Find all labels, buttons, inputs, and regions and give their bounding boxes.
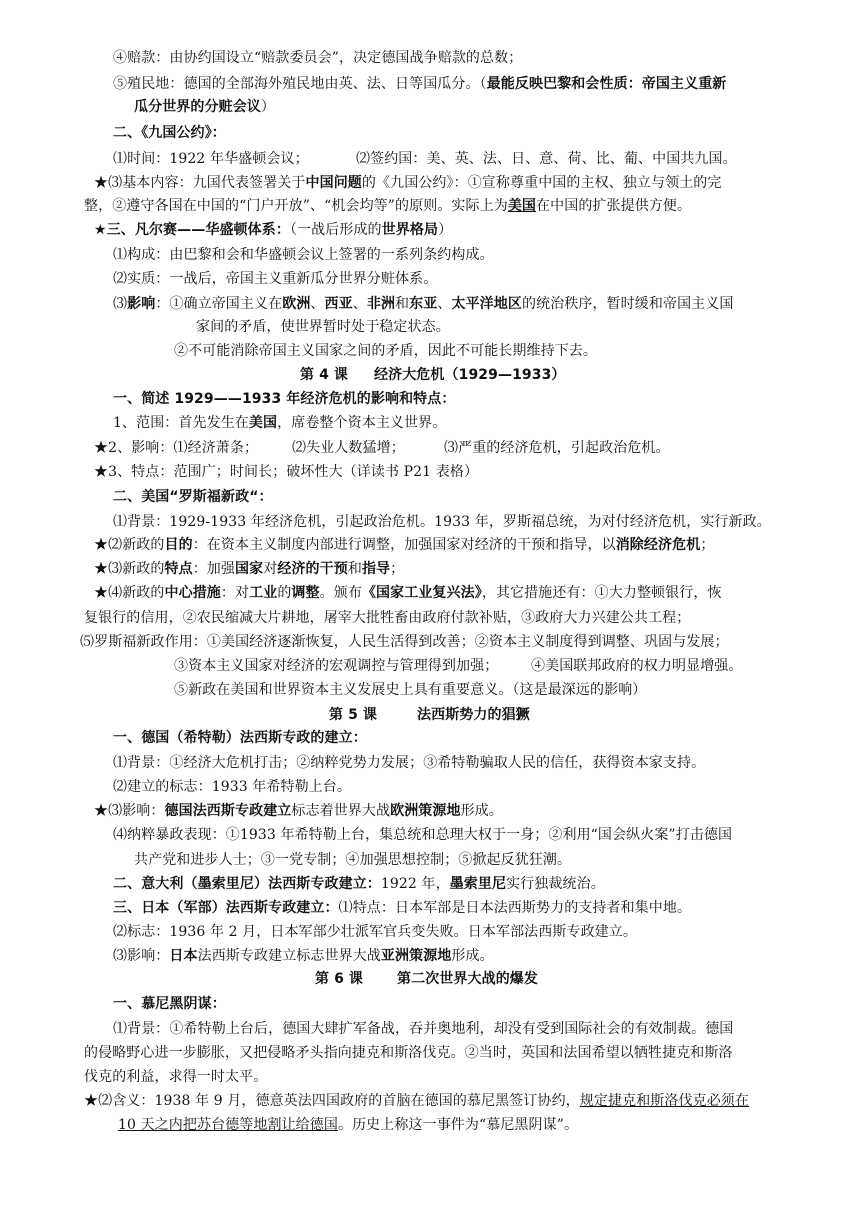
text: ⑴背景：①希特勒上台后，德国大肆扩军备战，吞并奥地利，却没有受到国际社会的有效制裁。德国: [113, 1021, 734, 1037]
text-line: [113, 293, 733, 315]
lesson-title: [329, 704, 530, 726]
text: ⑵失业人数猛增；: [292, 440, 405, 456]
text-line: [134, 96, 275, 118]
text: 一、慕尼黑阴谋：: [113, 996, 226, 1012]
bold-text: 工业: [249, 585, 278, 601]
text: ⑵建立的标志：1933 年希特勒上台。: [113, 779, 351, 795]
heading-text: 二、意大利（墨索里尼）法西斯专政建立：: [113, 876, 381, 892]
text-line: [94, 534, 714, 556]
text: 共产党和进步人士；③一党专制；④加强思想控制；⑤掀起反犹狂潮。: [134, 852, 572, 868]
section-heading: [113, 993, 226, 1015]
text: 复银行的信用，②农民缩减大片耕地，屠宰大批牲畜由政府付款补贴，③政府大力兴建公共工程；: [84, 610, 691, 626]
text: 、: [437, 296, 452, 312]
text: ★⑷新政的: [94, 585, 165, 601]
text: 1922 年，: [380, 876, 450, 892]
text-line: [113, 412, 446, 434]
text: 第 5 课: [329, 707, 377, 723]
text: 法西斯势力的猖獗: [417, 707, 530, 723]
bold-text: 德国法西斯专政建立: [164, 803, 292, 819]
text: ⑴特点：日本军部是日本法西斯势力的支持者和集中地。: [338, 900, 692, 916]
text-line: [94, 558, 404, 580]
bold-text: 美国: [248, 415, 278, 431]
text-line: [113, 511, 771, 533]
text-line: [174, 679, 646, 701]
text: 整，②遵守各国在中国的“门户开放”、“机会均等”的原则。实际上为: [84, 198, 508, 214]
text-line: [356, 148, 737, 170]
text: ②不可能消除帝国主义国家之间的矛盾，因此不可能长期维持下去。: [174, 343, 597, 359]
text-line: [94, 582, 722, 604]
text: ⑶: [113, 296, 128, 312]
bold-text: 的: [305, 561, 320, 577]
text: 的《九国公约》：①宣称尊重中国的主权、独立与领土的完: [361, 175, 722, 191]
bold-text: 中心措施: [164, 585, 221, 601]
text: 一、简述 1929——1933 年经济危机的影响和特点：: [113, 391, 456, 407]
text: ⑵标志：1936 年 2 月，日本军部少壮派军官兵变失败。日本军部法西斯专政建立。: [113, 924, 637, 940]
text-line: [84, 607, 690, 629]
bold-text: 日本: [169, 948, 198, 964]
bold-text: 调整: [291, 585, 320, 601]
text: ：加强: [192, 561, 236, 577]
text: ⑵签约国：美、英、法、日、意、荷、比、葡、中国共九国。: [356, 151, 737, 167]
text: ，席卷整个资本主义世界。: [277, 415, 447, 431]
text: ④美国联邦政府的权力明显增强。: [531, 658, 743, 674]
bold-text: 太平洋地区: [451, 296, 522, 312]
text-line: [94, 800, 503, 822]
text-line: [94, 461, 478, 483]
bold-text: 经济: [277, 561, 306, 577]
bold-text: 干预: [319, 561, 348, 577]
text-line: [113, 921, 637, 943]
bold-text: 非洲: [366, 296, 396, 312]
text-line: [84, 1066, 267, 1088]
text: 1、范围：首先发生在: [113, 415, 249, 431]
text-line: [84, 195, 691, 217]
text: ⑵实质：一战后，帝国主义重新瓜分世界分赃体系。: [113, 271, 438, 287]
bold-text: 影响: [127, 296, 156, 312]
text-line: [113, 776, 351, 798]
bold-text: 瓜分世界的分赃会议: [134, 99, 261, 115]
section-heading: [94, 219, 452, 241]
text: ）: [260, 99, 276, 115]
text-line: [94, 437, 258, 459]
heading-text: 三、日本（军部）法西斯专政建立：: [113, 900, 339, 916]
text-line: [80, 631, 729, 653]
bold-text: 西亚: [324, 296, 353, 312]
text: 标志着世界大战: [291, 803, 391, 819]
text-line: [444, 437, 670, 459]
text: （一战后形成的: [289, 222, 382, 238]
text: 经济大危机（1929—1933）: [374, 367, 566, 383]
text: 、: [352, 296, 367, 312]
bold-text: 世界格局: [381, 222, 439, 238]
bold-text: 墨索里尼: [449, 876, 507, 892]
text-line: [174, 340, 597, 362]
text: ★2、影响：⑴经济萧条；: [94, 440, 259, 456]
text: 、: [310, 296, 325, 312]
text-line: [292, 437, 405, 459]
text: ：对: [220, 585, 250, 601]
section-heading: [113, 388, 455, 410]
text-line: [118, 1114, 578, 1136]
text-line: [113, 945, 494, 967]
text: ⑴时间：1922 年华盛顿会议；: [113, 151, 309, 167]
text-line: [113, 268, 437, 290]
text: ；: [700, 537, 715, 553]
text: ⑴构成：由巴黎和会和华盛顿会议上签署的一系列条约构成。: [113, 247, 494, 263]
text: 对: [263, 561, 278, 577]
text: 第二次世界大战的爆发: [397, 971, 538, 987]
text: ④赔款：由协约国设立“赔款委员会”，决定德国战争赔款的总数；: [113, 50, 523, 66]
bold-underlined-text: 美国: [507, 198, 537, 214]
text: ★⑶新政的: [94, 561, 165, 577]
section-heading: [113, 727, 367, 749]
text-line: [113, 73, 726, 95]
bold-text: 欧洲策源地: [390, 803, 461, 819]
text: ）: [438, 222, 453, 238]
text: 的: [277, 585, 292, 601]
text-line: [113, 752, 705, 774]
bold-text: 消除经济危机: [615, 537, 701, 553]
text-line: [113, 148, 309, 170]
text: 形成。: [460, 803, 503, 819]
underlined-text: 规定捷克和斯洛伐克必须在: [579, 1093, 749, 1109]
bold-text: 东亚: [409, 296, 438, 312]
text: 一、德国（希特勒）法西斯专政的建立：: [113, 730, 367, 746]
text: 。颁布: [319, 585, 362, 601]
text: 法西斯专政建立标志世界大战: [197, 948, 381, 964]
text: ★⑵新政的: [94, 537, 165, 553]
text: ：在资本主义制度内部进行调整，加强国家对经济的干预和指导，以: [192, 537, 616, 553]
text: 和: [347, 561, 362, 577]
text: 家间的矛盾，使世界暂时处于稳定状态。: [196, 319, 450, 335]
text: ★三、凡尔赛——华盛顿体系：: [94, 222, 290, 238]
text: 二、美国“罗斯福新政“：: [113, 489, 273, 505]
text-line: [113, 47, 522, 69]
text: 实行独裁统治。: [506, 876, 605, 892]
text: 的侵略野心进一步膨胀，又把侵略矛头指向捷克和斯洛伐克。②当时，英国和法国希望以牺牲捷克和斯洛: [84, 1045, 733, 1061]
text: 。历史上称这一事件为“慕尼黑阴谋”。: [337, 1117, 579, 1133]
section-heading: [113, 486, 273, 508]
bold-text: 目的: [164, 537, 193, 553]
text: 和: [395, 296, 410, 312]
text: ★⑵含义：1938 年 9 月，德意英法四国政府的首脑在德国的慕尼黑签订协约，: [84, 1093, 580, 1109]
section-heading: [113, 122, 226, 144]
text: 的统治秩序，暂时缓和帝国主义国: [521, 296, 734, 312]
text-line: [531, 655, 743, 677]
text-line: [174, 655, 498, 677]
bold-text: 国家: [235, 561, 264, 577]
text: ★⑶影响：: [94, 803, 165, 819]
text: ⑸罗斯福新政作用：①美国经济逐渐恢复，人民生活得到改善；②资本主义制度得到调整、巩固与发展；: [80, 634, 729, 650]
text-line: [113, 897, 691, 919]
lesson-title: [300, 364, 566, 386]
underlined-text: 10 天之内把苏台德等地割让给德国: [118, 1117, 338, 1133]
text-line: [134, 849, 571, 871]
text: 在中国的扩张提供方便。: [536, 198, 692, 214]
text-line: [113, 1018, 733, 1040]
bold-text: 特点: [164, 561, 193, 577]
text: ⑶严重的经济危机，引起政治危机。: [444, 440, 670, 456]
text: ⑶影响：: [113, 948, 170, 964]
bold-text: 《国家工业复兴法》: [361, 585, 482, 601]
text: 第 4 课: [300, 367, 348, 383]
text: ；: [390, 561, 405, 577]
text: ：①确立帝国主义在: [155, 296, 283, 312]
text-line: [196, 316, 450, 338]
text: ⑤新政在美国和世界资本主义发展史上具有重要意义。（这是最深远的影响）: [174, 682, 647, 698]
text: 第 6 课: [315, 971, 363, 987]
text-line: [84, 1042, 733, 1064]
text: ⑴背景：1929-1933 年经济危机，引起政治危机。1933 年，罗斯福总统，为对付经济危机，实行新政。: [113, 514, 771, 530]
text-line: [113, 873, 605, 895]
bold-text: 最能反映巴黎和会性质：帝国主义重新: [486, 76, 727, 92]
text: 二、《九国公约》：: [113, 125, 226, 141]
text-line: [84, 1090, 749, 1112]
text: ⑤殖民地：德国的全部海外殖民地由英、法、日等国瓜分。（: [113, 76, 487, 92]
text: ⑷纳粹暴政表现：①1933 年希特勒上台，集总统和总理大权于一身；②利用“国会纵火案”打击德国: [113, 827, 733, 843]
text: ★⑶基本内容：九国代表签署关于: [94, 175, 306, 191]
text: ★3、特点：范围广；时间长；破坏性大（详读书 P21 表格）: [94, 464, 479, 480]
bold-text: 亚洲策源地: [380, 948, 452, 964]
text: 伐克的利益，求得一时太平。: [84, 1069, 268, 1085]
bold-text: 指导: [361, 561, 391, 577]
lesson-title: [315, 968, 538, 990]
text-line: [113, 824, 732, 846]
text: ⑴背景：①经济大危机打击；②纳粹党势力发展；③希特勒骗取人民的信任，获得资本家支持。: [113, 755, 706, 771]
text: ③资本主义国家对经济的宏观调控与管理得到加强；: [174, 658, 499, 674]
text-line: [94, 172, 722, 194]
bold-text: 中国问题: [305, 175, 362, 191]
text: ，其它措施还有：①大力整顿银行，恢: [481, 585, 722, 601]
bold-text: 欧洲: [282, 296, 311, 312]
text-line: [113, 244, 494, 266]
text: 形成。: [451, 948, 494, 964]
